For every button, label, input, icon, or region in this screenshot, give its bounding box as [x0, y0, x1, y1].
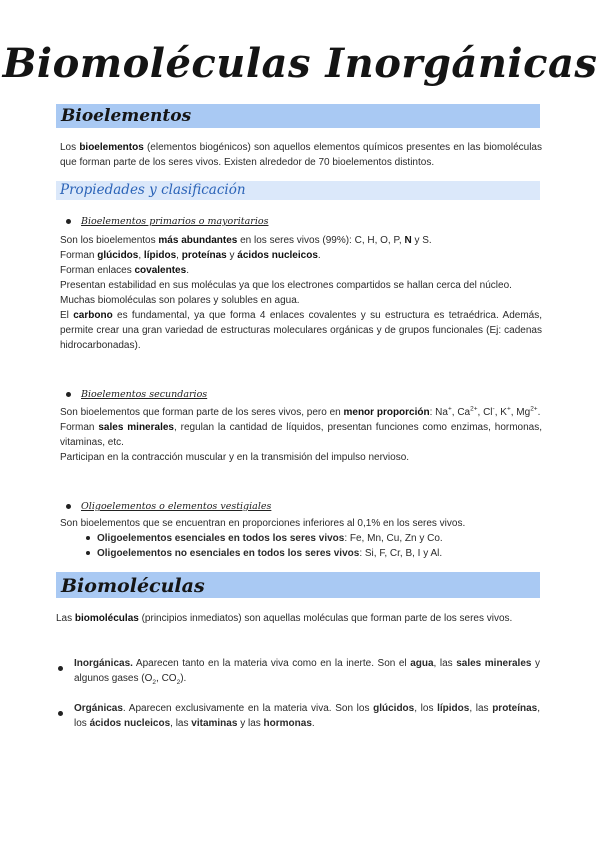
bullet-dot-icon: [66, 392, 71, 397]
bullet-title-text: Bioelementos secundarios: [81, 389, 208, 400]
secundarios-body: [60, 405, 542, 465]
section-heading-bioelementos: Bioelementos: [61, 106, 192, 126]
secundarios-line: Forman sales minerales, regulan la cantidad de líquidos, presentan funciones como enzimas, hormonas, vitaminas, etc.: [60, 422, 543, 448]
primarios-line: Forman enlaces covalentes.: [60, 265, 189, 276]
bullet-secundarios: [66, 389, 207, 400]
primarios-line: Presentan estabilidad en sus moléculas ya que los electrones compartidos se hallan cerca del núcleo.: [60, 280, 512, 291]
bioelementos-intro: [60, 140, 542, 170]
bullet-oligoelementos: [66, 501, 271, 512]
bold-term: bioelementos: [79, 142, 144, 153]
bullet-primarios: [66, 216, 268, 227]
subsection-heading-propiedades: Propiedades y clasificación: [60, 182, 246, 198]
page-title: Biomoléculas Inorgánicas: [2, 40, 598, 87]
text: Los: [60, 142, 80, 153]
oligo-body: Son bioelementos que se encuentran en proporciones inferiores al 0,1% en los seres vivos.: [60, 518, 466, 529]
bullet-dot-icon: [58, 666, 63, 671]
bullet-title-text: Oligoelementos o elementos vestigiales: [81, 501, 272, 512]
oligo-esenciales-item: Oligoelementos esenciales en todos los seres vivos: Fe, Mn, Cu, Zn y Co.: [86, 531, 540, 546]
oligo-no-esenciales-item: Oligoelementos no esenciales en todos los seres vivos: Si, F, Cr, B, I y Al.: [86, 546, 540, 561]
bullet-dot-icon: [66, 504, 71, 509]
section-heading-bar: [56, 104, 540, 128]
section-heading-bar: [56, 572, 540, 598]
subsection-heading-bar: [56, 181, 540, 200]
sub-bullet-icon: [86, 551, 90, 555]
list-item-organicas: Orgánicas. Aparecen exclusivamente en la materia viva. Son los glúcidos, los lípidos, las proteínas, los ácidos nucleicos, las vitaminas y las hormonas.: [58, 701, 540, 731]
bullet-dot-icon: [66, 219, 71, 224]
primarios-line: Muchas biomoléculas son polares y solubles en agua.: [60, 295, 300, 306]
primarios-line: El carbono es fundamental, ya que forma 4 enlaces covalentes y su estructura es tetraédrica. Además, permite crear una gran variedad de estructuras moleculares orgánicas y de grupos funcionales (Ej: cadenas hidrocarbonadas).: [60, 310, 542, 351]
bullet-dot-icon: [58, 711, 63, 716]
secundarios-line: Son bioelementos que forman parte de los seres vivos, pero en menor proporción: Na+, $Ca^{2+}$, Cl-, K+, $Mg^{2+}$.: [60, 405, 541, 418]
primarios-line: Son los bioelementos más abundantes en los seres vivos (99%): C, H, O, P, N y S.: [60, 235, 432, 246]
text: (elementos biogénicos) son aquellos elementos químicos presentes en las biomoléculas que forman parte de los seres vivos. Existen alrededor de 70 bioelementos distintos.: [60, 142, 542, 168]
sub-bullet-icon: [86, 536, 90, 540]
biomoleculas-intro: Las biomoléculas (principios inmediatos) son aquellas moléculas que forman parte de los seres vivos.: [56, 613, 513, 624]
bullet-title-text: Bioelementos primarios o mayoritarios: [81, 216, 269, 227]
list-item-inorganicas: Inorgánicas. Aparecen tanto en la materia viva como en la inerte. Son el agua, las sales minerales y algunos gases ($O_2$, $CO_2$).: [58, 656, 540, 686]
section-heading-biomoleculas: Biomoléculas: [61, 575, 205, 597]
secundarios-line: Participan en la contracción muscular y en la transmisión del impulso nervioso.: [60, 452, 410, 463]
primarios-line: Forman glúcidos, lípidos, proteínas y ácidos nucleicos.: [60, 250, 321, 261]
primarios-body: [60, 233, 542, 353]
